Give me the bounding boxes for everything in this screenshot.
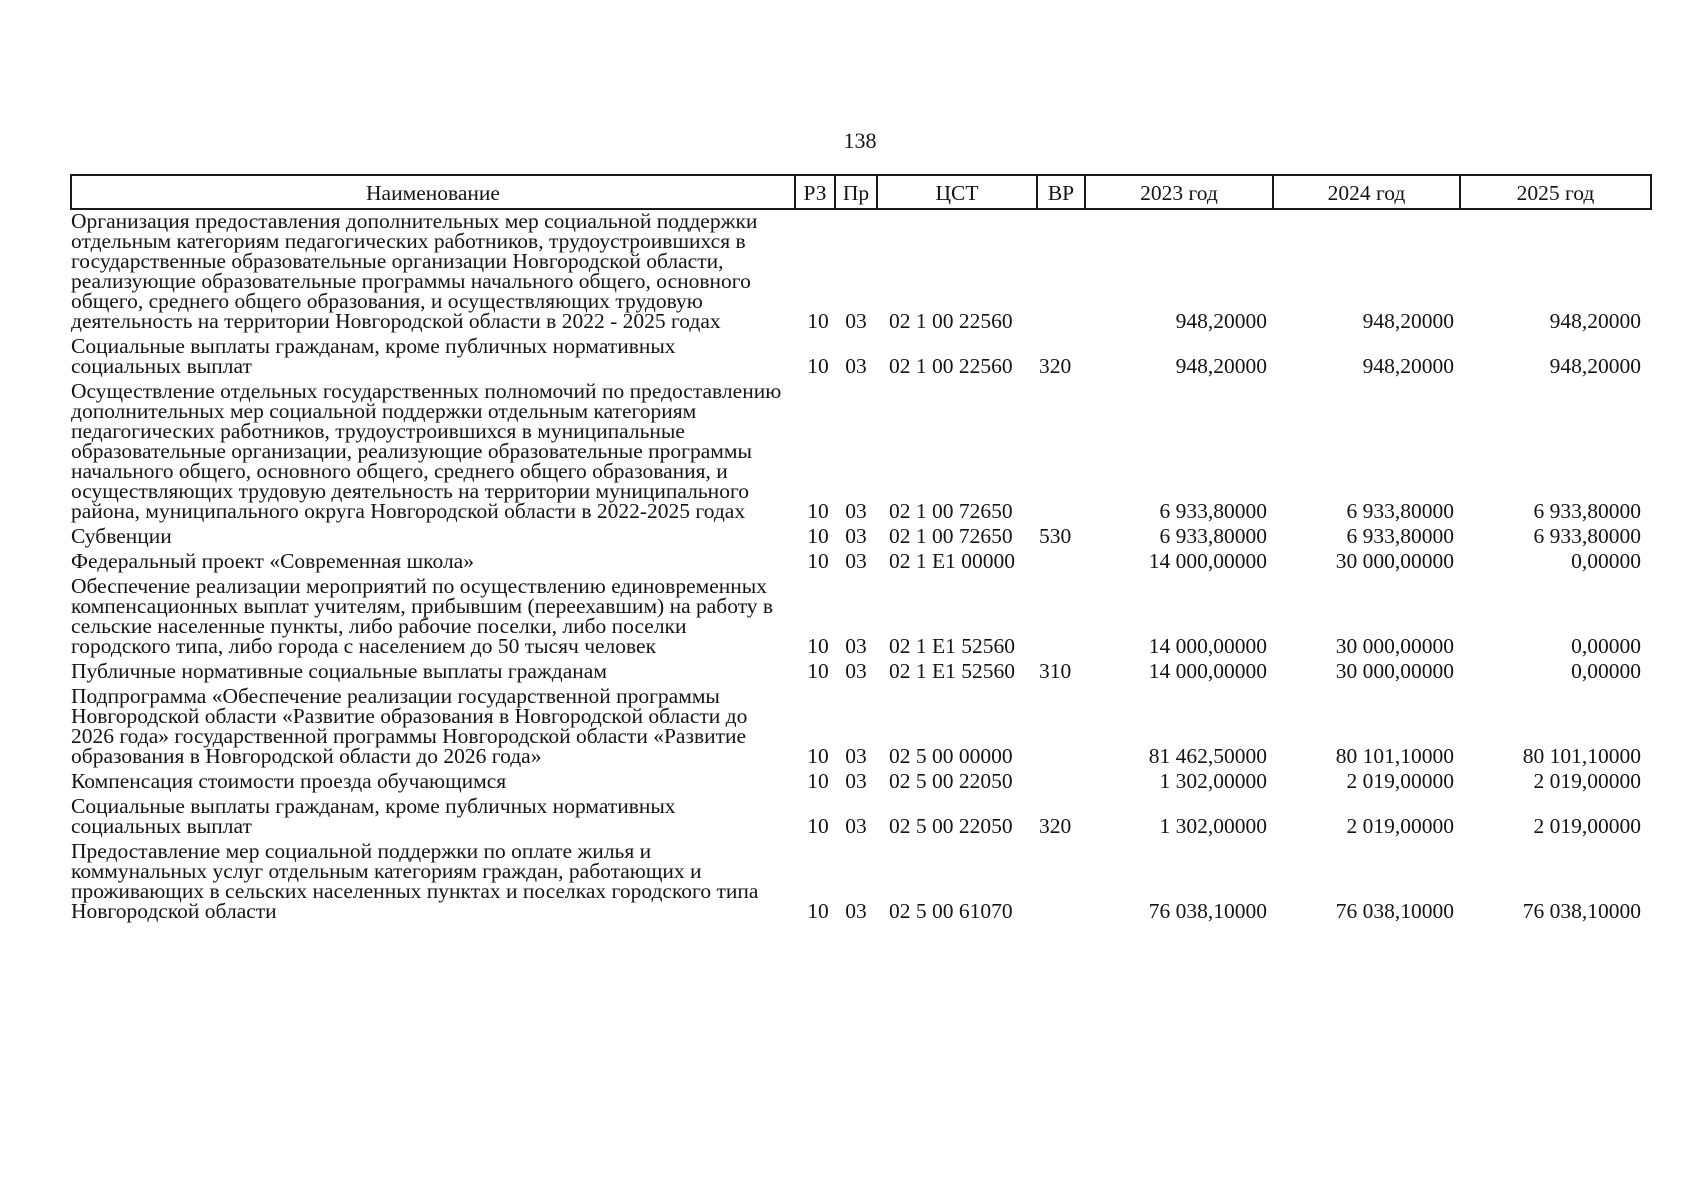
row-rz: 10 <box>807 899 829 923</box>
row-vr: 320 <box>1039 354 1072 378</box>
row-cst: 02 1 E1 00000 <box>889 549 1016 573</box>
row-pr: 03 <box>845 814 867 838</box>
row-name: Публичные нормативные социальные выплаты гражданам <box>71 659 607 683</box>
row-2023: 948,20000 <box>1175 309 1267 333</box>
row-cst: 02 5 00 61070 <box>889 899 1013 923</box>
row-2023: 81 462,50000 <box>1148 744 1267 768</box>
row-pr: 03 <box>845 744 867 768</box>
row-2025: 2 019,00000 <box>1533 814 1641 838</box>
row-name: Предоставление мер социальной поддержки по оплате жилья и коммунальных услуг отдельным категориям граждан, работающих и проживающих в сельских населенных пунктах и поселках городского типа Новгородской области <box>71 839 759 923</box>
row-vr <box>1037 840 1085 925</box>
table-row <box>71 770 1651 795</box>
row-2024: 80 101,10000 <box>1335 744 1454 768</box>
header-2024: 2024 год <box>1273 175 1460 209</box>
row-vr: 320 <box>1039 814 1072 838</box>
row-2023: 6 933,80000 <box>1159 524 1267 548</box>
row-2023: 948,20000 <box>1175 354 1267 378</box>
row-pr: 03 <box>845 549 867 573</box>
row-2025: 948,20000 <box>1549 309 1641 333</box>
row-cst: 02 1 00 72650 <box>889 499 1013 523</box>
row-2025: 948,20000 <box>1549 354 1641 378</box>
row-2023: 14 000,00000 <box>1148 549 1267 573</box>
row-vr <box>1037 380 1085 525</box>
row-rz: 10 <box>807 309 829 333</box>
row-2023: 14 000,00000 <box>1148 634 1267 658</box>
table-row <box>71 575 1651 660</box>
table-row <box>71 660 1651 685</box>
row-2025: 6 933,80000 <box>1533 499 1641 523</box>
row-name: Организация предоставления дополнительных мер социальной поддержки отдельным категориям педагогических работников, трудоустроившихся в государственные образовательные организации Новгородской области, реализующие образовательные программы начального общего, основного общего, среднего общего образования, и осуществляющих трудовую деятельность на территории Новгородской области в 2022 - 2025 годах <box>71 209 758 333</box>
row-2024: 2 019,00000 <box>1346 814 1454 838</box>
header-pr: Пр <box>835 175 877 209</box>
row-cst: 02 5 00 00000 <box>889 744 1013 768</box>
row-rz: 10 <box>807 659 829 683</box>
row-rz: 10 <box>807 744 829 768</box>
table-row <box>71 335 1651 380</box>
row-2024: 30 000,00000 <box>1335 634 1454 658</box>
row-rz: 10 <box>807 524 829 548</box>
table-row <box>71 840 1651 925</box>
row-vr <box>1037 575 1085 660</box>
row-pr: 03 <box>845 659 867 683</box>
row-vr <box>1037 550 1085 575</box>
row-2023: 76 038,10000 <box>1148 899 1267 923</box>
row-vr <box>1037 770 1085 795</box>
row-rz: 10 <box>807 354 829 378</box>
row-2024: 30 000,00000 <box>1335 549 1454 573</box>
header-name: Наименование <box>71 175 795 209</box>
row-2025: 0,00000 <box>1571 659 1641 683</box>
table-row <box>71 209 1651 335</box>
row-cst: 02 1 E1 52560 <box>889 634 1016 658</box>
row-vr <box>1037 685 1085 770</box>
row-2025: 0,00000 <box>1571 549 1641 573</box>
header-rz: РЗ <box>795 175 835 209</box>
row-cst: 02 1 00 22560 <box>889 354 1013 378</box>
row-name: Осуществление отдельных государственных полномочий по предоставлению дополнительных мер социальной поддержки отдельным категориям педагогических работников, трудоустроившихся в муниципальные образовательные организации, реализующие образовательные программы начального общего, основного общего, среднего общего образования, и осуществляющих трудовую деятельность на территории муниципального района, муниципального округа Новгородской области в 2022-2025 годах <box>71 379 782 523</box>
row-name: Субвенции <box>71 524 172 548</box>
table-row <box>71 525 1651 550</box>
row-pr: 03 <box>845 769 867 793</box>
row-cst: 02 1 00 72650 <box>889 524 1013 548</box>
row-cst: 02 1 00 22560 <box>889 309 1013 333</box>
row-2025: 76 038,10000 <box>1522 899 1641 923</box>
header-cst: ЦСТ <box>877 175 1037 209</box>
header-2025: 2025 год <box>1460 175 1651 209</box>
row-cst: 02 5 00 22050 <box>889 814 1013 838</box>
row-cst: 02 1 E1 52560 <box>889 659 1016 683</box>
table-row <box>71 380 1651 525</box>
row-2023: 1 302,00000 <box>1159 814 1267 838</box>
row-rz: 10 <box>807 549 829 573</box>
row-rz: 10 <box>807 634 829 658</box>
header-vr: ВР <box>1037 175 1085 209</box>
row-rz: 10 <box>807 814 829 838</box>
budget-table <box>70 174 1652 925</box>
row-name: Социальные выплаты гражданам, кроме публичных нормативных социальных выплат <box>71 794 676 838</box>
row-2024: 948,20000 <box>1362 354 1454 378</box>
row-vr <box>1037 209 1085 335</box>
row-vr: 310 <box>1039 659 1072 683</box>
row-rz: 10 <box>807 499 829 523</box>
row-name: Подпрограмма «Обеспечение реализации государственной программы Новгородской области «Развитие образования в Новгородской области до 2026 года» государственной программы Новгородской области «Развитие образования в Новгородской области до 2026 года» <box>71 684 748 768</box>
row-pr: 03 <box>845 899 867 923</box>
row-2024: 76 038,10000 <box>1335 899 1454 923</box>
row-2023: 1 302,00000 <box>1159 769 1267 793</box>
row-name: Компенсация стоимости проезда обучающимся <box>71 769 507 793</box>
row-pr: 03 <box>845 354 867 378</box>
row-cst: 02 5 00 22050 <box>889 769 1013 793</box>
table-row <box>71 795 1651 840</box>
row-name: Федеральный проект «Современная школа» <box>71 549 474 573</box>
row-name: Социальные выплаты гражданам, кроме публичных нормативных социальных выплат <box>71 334 676 378</box>
row-2024: 2 019,00000 <box>1346 769 1454 793</box>
row-pr: 03 <box>845 524 867 548</box>
row-pr: 03 <box>845 499 867 523</box>
row-pr: 03 <box>845 634 867 658</box>
row-name: Обеспечение реализации мероприятий по осуществлению единовременных компенсационных выплат учителям, прибывшим (переехавшим) на работу в сельские населенные пункты, либо рабочие поселки, либо поселки городского типа, либо города с населением до 50 тысяч человек <box>71 574 774 658</box>
row-2025: 2 019,00000 <box>1533 769 1641 793</box>
row-2025: 0,00000 <box>1571 634 1641 658</box>
row-2024: 30 000,00000 <box>1335 659 1454 683</box>
table-row <box>71 685 1651 770</box>
row-2025: 6 933,80000 <box>1533 524 1641 548</box>
row-pr: 03 <box>845 309 867 333</box>
row-2024: 6 933,80000 <box>1346 524 1454 548</box>
table-row <box>71 550 1651 575</box>
row-2023: 14 000,00000 <box>1148 659 1267 683</box>
row-2023: 6 933,80000 <box>1159 499 1267 523</box>
row-rz: 10 <box>807 769 829 793</box>
row-2024: 948,20000 <box>1362 309 1454 333</box>
row-2024: 6 933,80000 <box>1346 499 1454 523</box>
row-2025: 80 101,10000 <box>1522 744 1641 768</box>
header-2023: 2023 год <box>1085 175 1273 209</box>
page-number: 138 <box>843 128 877 153</box>
row-vr: 530 <box>1039 524 1072 548</box>
table-header-row <box>71 175 1651 209</box>
